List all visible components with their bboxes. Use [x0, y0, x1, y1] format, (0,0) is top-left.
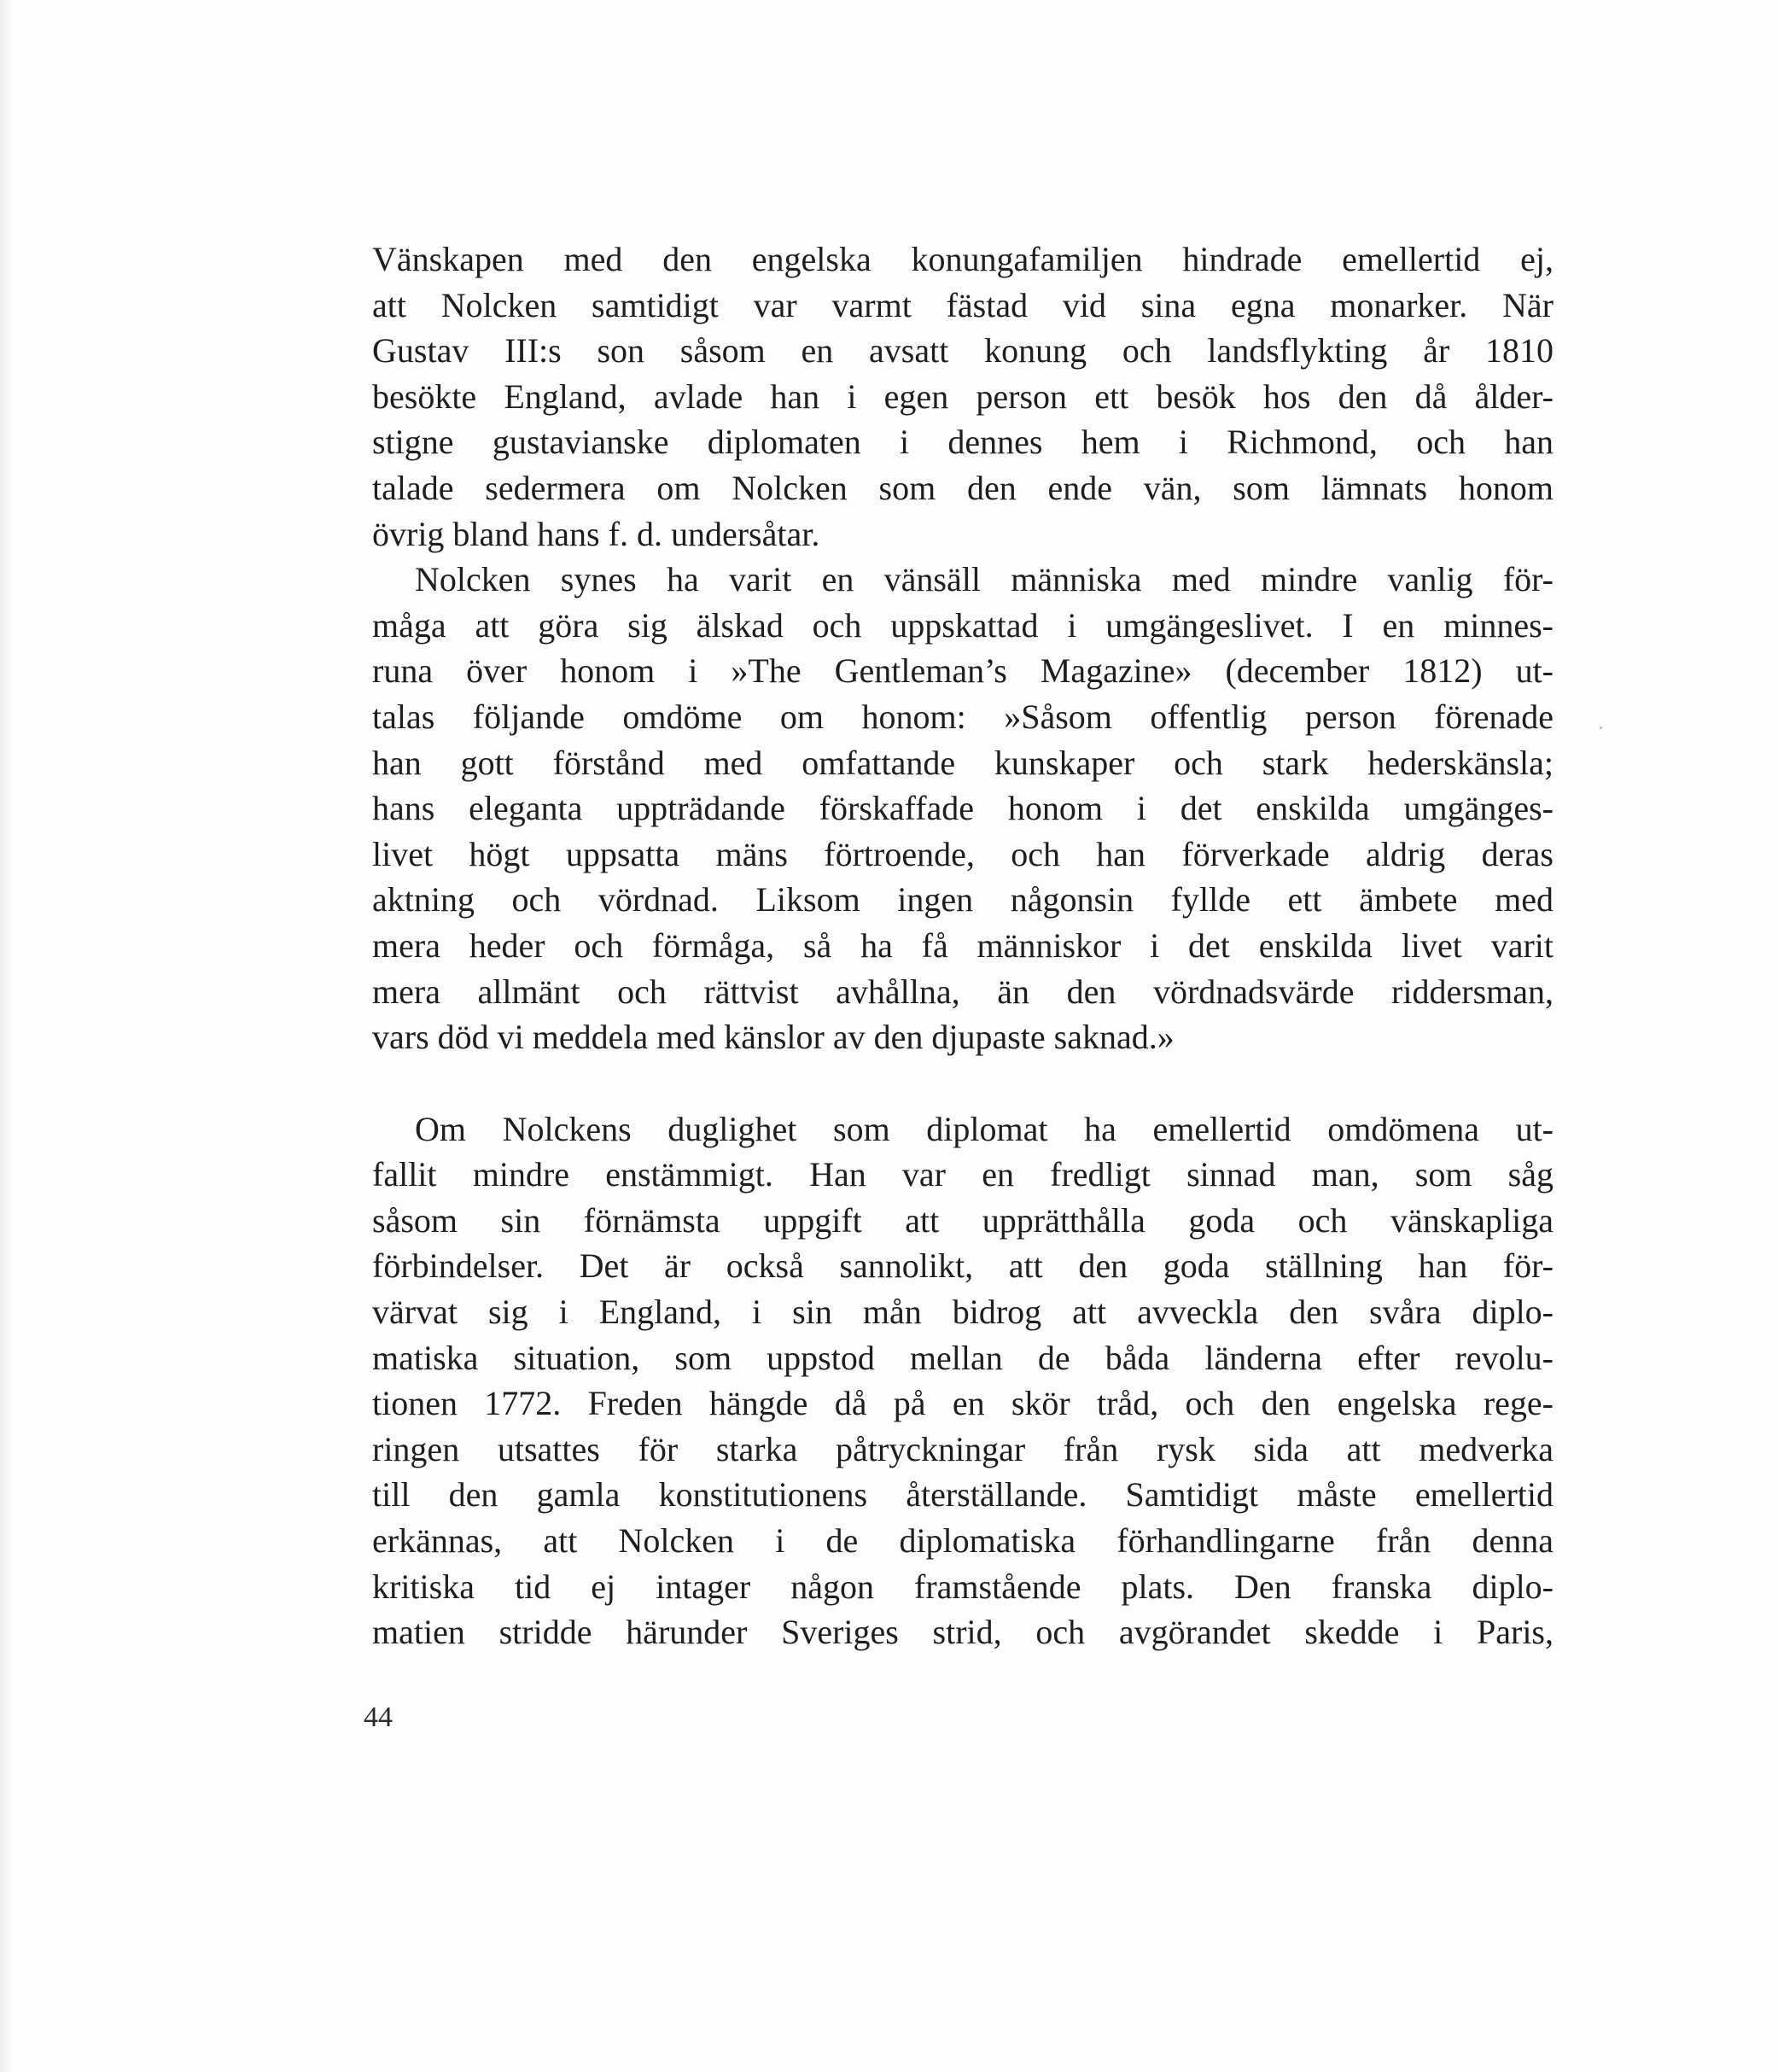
- text-line: måga att göra sig älskad och uppskattad i umgängeslivet. I en minnes-: [372, 605, 1554, 645]
- text-line: förbindelser. Det är också sannolikt, att den goda ställning han för-: [372, 1246, 1554, 1286]
- paragraph-spacer: [372, 1060, 1554, 1106]
- text-line: han gott förstånd med omfattande kunskaper och stark hederskänsla;: [372, 743, 1554, 782]
- text-line: tionen 1772. Freden hängde då på en skör tråd, och den engelska rege-: [372, 1384, 1554, 1423]
- text-line: stigne gustavianske diplomaten i dennes hem i Richmond, och han: [372, 423, 1554, 462]
- paragraph-2: [372, 557, 1554, 1060]
- text-line: ringen utsattes för starka påtryckningar från rysk sida att medverka: [372, 1429, 1554, 1468]
- text-line: talade sedermera om Nolcken som den ende vän, som lämnats honom: [372, 468, 1554, 507]
- text-line: fallit mindre enstämmigt. Han var en fredligt sinnad man, som såg: [372, 1155, 1554, 1194]
- text-line: Vänskapen med den engelska konungafamiljen hindrade emellertid ej,: [372, 240, 1554, 278]
- text-line: aktning och vördnad. Liksom ingen någonsin fyllde ett ämbete med: [372, 880, 1554, 919]
- text-line: såsom sin förnämsta uppgift att upprätthålla goda och vänskapliga: [372, 1200, 1554, 1240]
- text-line: matien stridde härunder Sveriges strid, och avgörandet skedde i Paris,: [372, 1613, 1554, 1652]
- page-number: 44: [364, 1701, 393, 1733]
- text-line: talas följande omdöme om honom: »Såsom offentlig person förenade: [372, 697, 1554, 736]
- text-line: att Nolcken samtidigt var varmt fästad vid sina egna monarker. När: [372, 285, 1554, 324]
- text-line: besökte England, avlade han i egen person ett besök hos den då ålder-: [372, 376, 1554, 416]
- text-line: kritiska tid ej intager någon framstående plats. Den franska diplo-: [372, 1567, 1554, 1606]
- text-line: mera allmänt och rättvist avhållna, än den vördnadsvärde riddersman,: [372, 972, 1554, 1011]
- paragraph-1: [372, 236, 1554, 557]
- text-line: matiska situation, som uppstod mellan de båda länderna efter revolu-: [372, 1338, 1554, 1377]
- text-line: livet högt uppsatta mäns förtroende, och han förverkade aldrig deras: [372, 834, 1554, 873]
- page-binding-edge: [0, 0, 12, 2072]
- paper-speck: [1600, 727, 1602, 729]
- text-line: värvat sig i England, i sin mån bidrog att avveckla den svåra diplo-: [372, 1293, 1554, 1332]
- text-line: erkännas, att Nolcken i de diplomatiska förhandlingarne från denna: [372, 1521, 1554, 1561]
- text-line: Om Nolckens duglighet som diplomat ha emellertid omdömena ut-: [415, 1109, 1554, 1148]
- text-line: mera heder och förmåga, så ha få människor i det enskilda livet varit: [372, 925, 1554, 965]
- body-text: [372, 236, 1554, 1655]
- text-line: hans eleganta uppträdande förskaffade honom i det enskilda umgänges-: [372, 789, 1554, 828]
- paragraph-3: [372, 1106, 1554, 1655]
- text-line: till den gamla konstitutionens återställande. Samtidigt måste emellertid: [372, 1475, 1554, 1515]
- text-line: Gustav III:s son såsom en avsatt konung och landsflykting år 1810: [372, 331, 1554, 371]
- text-line: Nolcken synes ha varit en vänsäll människa med mindre vanlig för-: [415, 560, 1554, 599]
- text-line: övrig bland hans f. d. undersåtar.: [372, 514, 820, 553]
- text-line: runa över honom i »The Gentleman’s Magazine» (december 1812) ut-: [372, 651, 1554, 691]
- text-line: vars död vi meddela med känslor av den djupaste saknad.»: [372, 1018, 1175, 1057]
